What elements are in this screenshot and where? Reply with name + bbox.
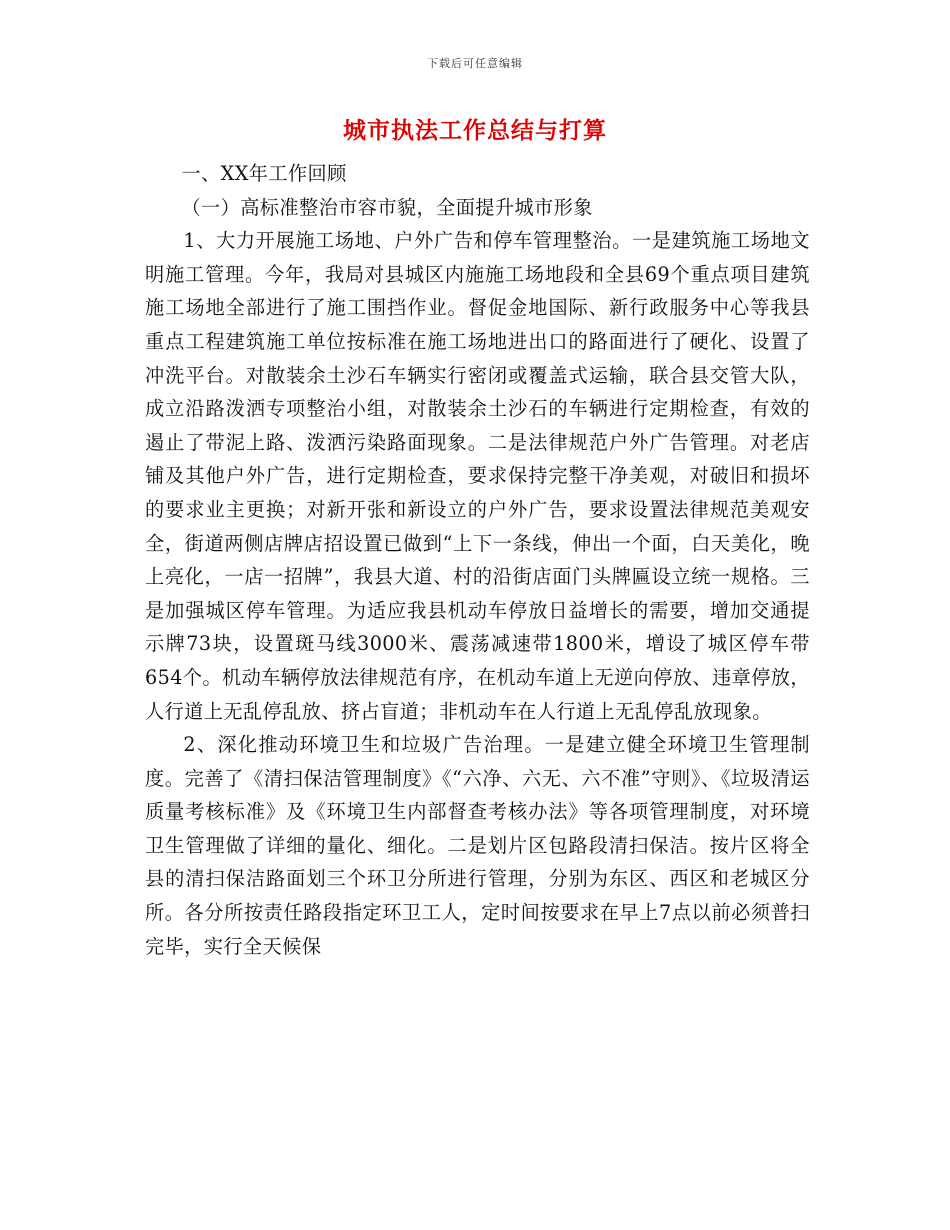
section-heading: 一、XX年工作回顾 <box>181 162 347 185</box>
header-note: 下载后可任意编辑 <box>427 57 523 70</box>
paragraph-2: 2、深化推动环境卫生和垃圾广告治理。一是建立健全环境卫生管理制度。完善了《清扫保洁管理制度》《“六净、六无、六不准”守则》、《垃圾清运质量考核标准》及《环境卫生内部督查考核办法》等各项管理制度，对环境卫生管理做了详细的量化、细化。二是划片区包路段清扫保洁。按片区将全县的清扫保洁路面划三个环卫分所进行管理，分别为东区、西区和老城区分所。各分所按责任路段指定环卫工人，定时间按要求在早上7点以前必须普扫完毕，实行全天候保 <box>145 733 810 958</box>
paragraph-1: 1、大力开展施工场地、户外广告和停车管理整治。一是建筑施工场地文明施工管理。今年，我局对县城区内施施工场地段和全县69个重点项目建筑施工场地全部进行了施工围挡作业。督促金地国际、新行政服务中心等我县重点工程建筑施工单位按标准在施工场地进出口的路面进行了硬化、设置了冲洗平台。对散装余土沙石车辆实行密闭或覆盖式运输，联合县交管大队，成立沿路泼洒专项整治小组，对散装余土沙石的车辆进行定期检查，有效的遏止了带泥上路、泼洒污染路面现象。二是法律规范户外广告管理。对老店铺及其他户外广告，进行定期检查，要求保持完整干净美观，对破旧和损坏的要求业主更换；对新开张和新设立的户外广告，要求设置法律规范美观安全，街道两侧店牌店招设置已做到“上下一条线，伸出一个面，白天美化，晚上亮化，一店一招牌”，我县大道、村的沿街店面门头牌匾设立统一规格。三是加强城区停车管理。为适应我县机动车停放日益增长的需要，增加交通提示牌73块，设置斑马线3000米、震荡减速带1800米，增设了城区停车带654个。机动车辆停放法律规范有序，在机动车道上无逆向停放、违章停放，人行道上无乱停乱放、挤占盲道；非机动车在人行道上无乱停乱放现象。 <box>145 229 810 723</box>
document-title: 城市执法工作总结与打算 <box>343 117 607 144</box>
document-body <box>145 157 810 963</box>
subsection-heading: （一）高标准整治市容市貌，全面提升城市形象 <box>181 195 593 219</box>
